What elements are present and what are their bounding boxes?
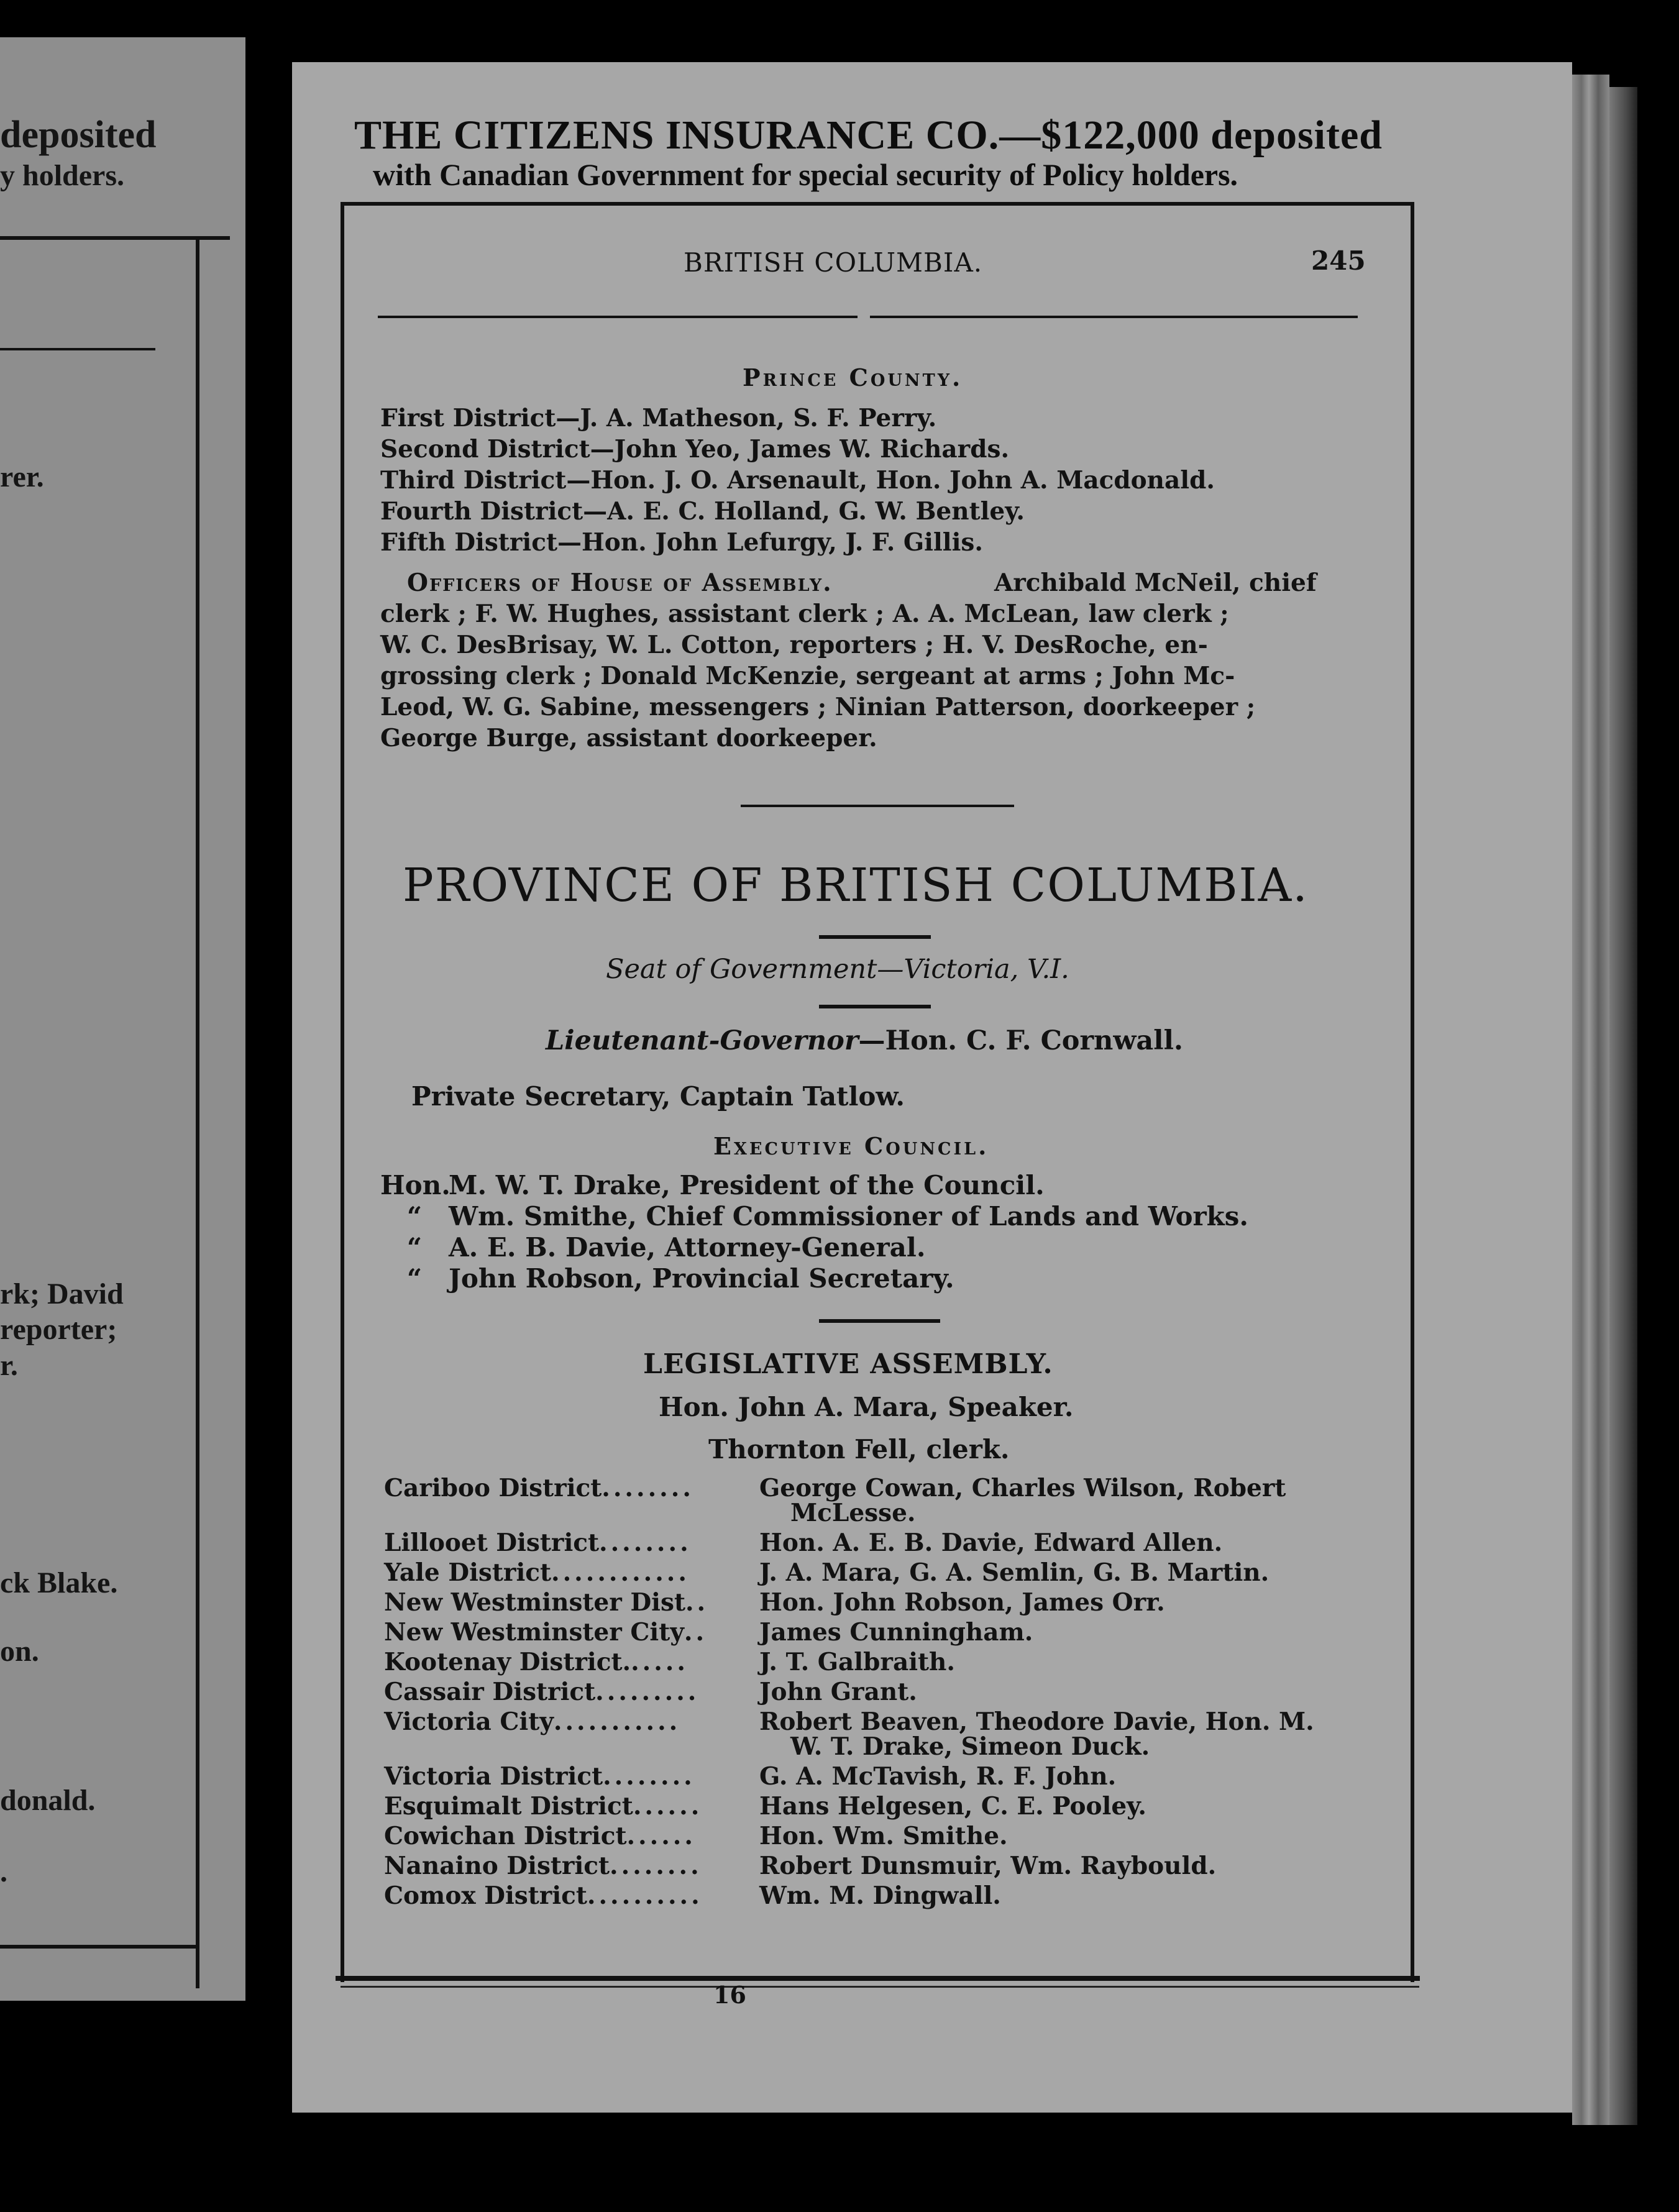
district-name: Yale District bbox=[384, 1558, 552, 1587]
district-line: Fourth District—A. E. C. Holland, G. W. Bentley. bbox=[380, 497, 1025, 526]
council-member bbox=[380, 1201, 1248, 1232]
left-rule bbox=[0, 1945, 199, 1949]
officers-line: Archibald McNeil, chief bbox=[994, 569, 1317, 597]
council-prefix: “ bbox=[406, 1263, 423, 1294]
left-fragment: rk; David bbox=[0, 1277, 124, 1310]
dot-leader: .. bbox=[684, 1618, 708, 1647]
district-members: Robert Beaven, Theodore Davie, Hon. M. bbox=[759, 1707, 1314, 1736]
table-row bbox=[384, 1881, 1367, 1910]
table-row bbox=[384, 1558, 1367, 1587]
district-members: Hon. John Robson, James Orr. bbox=[759, 1588, 1165, 1617]
left-fragment: on. bbox=[0, 1635, 39, 1668]
district-members: Hon. Wm. Smithe. bbox=[759, 1822, 1008, 1850]
officers-line: grossing clerk ; Donald McKenzie, sergeant at arms ; John Mc- bbox=[380, 662, 1235, 690]
running-title: BRITISH COLUMBIA. bbox=[684, 247, 983, 278]
left-fragment: reporter; bbox=[0, 1313, 117, 1346]
province-title: PROVINCE OF BRITISH COLUMBIA. bbox=[403, 859, 1309, 912]
dot-leader: .......... bbox=[587, 1881, 703, 1910]
dot-leader: ......... bbox=[595, 1678, 700, 1706]
district-name: Nanaino District bbox=[384, 1852, 610, 1880]
previous-page-fragment bbox=[0, 37, 245, 2001]
lieutenant-governor-name: —Hon. C. F. Cornwall. bbox=[858, 1025, 1183, 1056]
table-row bbox=[384, 1529, 1367, 1557]
council-member-text: M. W. T. Drake, President of the Council. bbox=[449, 1170, 1045, 1200]
signature-mark: 16 bbox=[713, 1981, 746, 2009]
council-member bbox=[380, 1263, 954, 1294]
left-frame-line bbox=[196, 236, 199, 1988]
table-row bbox=[384, 1618, 1367, 1647]
council-member-text: Wm. Smithe, Chief Commissioner of Lands and Works. bbox=[449, 1201, 1248, 1232]
district-members: J. A. Mara, G. A. Semlin, G. B. Martin. bbox=[759, 1558, 1270, 1587]
officers-line: George Burge, assistant doorkeeper. bbox=[380, 724, 877, 752]
section-divider bbox=[819, 1319, 940, 1323]
district-name: Lillooet District bbox=[384, 1529, 600, 1557]
left-rule bbox=[0, 348, 155, 350]
district-name: Comox District bbox=[384, 1881, 587, 1910]
table-row bbox=[384, 1822, 1367, 1850]
district-name: Victoria District bbox=[384, 1762, 603, 1791]
council-member bbox=[380, 1232, 925, 1263]
table-row bbox=[384, 1588, 1367, 1617]
district-name: Cariboo District bbox=[384, 1474, 602, 1502]
speaker-line: Hon. John A. Mara, Speaker. bbox=[659, 1392, 1074, 1422]
district-members: Robert Dunsmuir, Wm. Raybould. bbox=[759, 1852, 1217, 1880]
council-member-text: A. E. B. Davie, Attorney-General. bbox=[449, 1232, 926, 1263]
page-edge bbox=[1572, 75, 1609, 2125]
advertisement-banner: THE CITIZENS INSURANCE CO.—$122,000 deposited bbox=[354, 112, 1383, 158]
officers-line: Leod, W. G. Sabine, messengers ; Ninian Patterson, doorkeeper ; bbox=[380, 693, 1256, 721]
dot-leader: ...... bbox=[626, 1822, 696, 1850]
section-heading: Prince County. bbox=[743, 363, 963, 391]
section-divider bbox=[819, 935, 931, 939]
district-members: George Cowan, Charles Wilson, Robert bbox=[759, 1474, 1286, 1502]
district-name: Victoria City bbox=[384, 1707, 554, 1736]
district-members: James Cunningham. bbox=[759, 1618, 1033, 1647]
officers-heading: Officers of House of Assembly. bbox=[407, 569, 833, 597]
legislative-assembly-heading: LEGISLATIVE ASSEMBLY. bbox=[643, 1348, 1053, 1380]
district-name: New Westminster Dist bbox=[384, 1588, 685, 1617]
district-members: J. T. Galbraith. bbox=[759, 1648, 955, 1676]
district-line: Third District—Hon. J. O. Arsenault, Hon. John A. Macdonald. bbox=[380, 466, 1215, 495]
district-line: Second District—John Yeo, James W. Richards. bbox=[380, 435, 1010, 464]
table-row bbox=[384, 1852, 1367, 1880]
dot-leader: ...... bbox=[633, 1792, 703, 1821]
council-prefix: “ bbox=[406, 1232, 423, 1263]
table-row bbox=[384, 1678, 1367, 1706]
lieutenant-governor-label: Lieutenant-Governor bbox=[546, 1025, 859, 1056]
left-fragment: . bbox=[0, 1855, 7, 1888]
left-fragment: deposited bbox=[0, 114, 157, 156]
council-member-text: John Robson, Provincial Secretary. bbox=[449, 1263, 954, 1294]
council-member bbox=[380, 1170, 1045, 1200]
officers-line: W. C. DesBrisay, W. L. Cotton, reporters ; H. V. DesRoche, en- bbox=[380, 631, 1208, 659]
left-fragment: rer. bbox=[0, 460, 44, 493]
left-fragment: ck Blake. bbox=[0, 1566, 118, 1599]
dot-leader: .. bbox=[685, 1588, 709, 1617]
left-fragment: y holders. bbox=[0, 159, 125, 192]
district-name: New Westminster City bbox=[384, 1618, 684, 1647]
district-members: Wm. M. Dingwall. bbox=[759, 1881, 1001, 1910]
district-name: Kootenay District. bbox=[384, 1648, 631, 1676]
table-row bbox=[384, 1762, 1367, 1791]
district-members-continued: W. T. Drake, Simeon Duck. bbox=[790, 1732, 1150, 1761]
council-prefix: “ bbox=[406, 1201, 423, 1232]
council-prefix: Hon. bbox=[380, 1170, 451, 1200]
district-members: G. A. McTavish, R. F. John. bbox=[759, 1762, 1117, 1791]
table-row bbox=[384, 1648, 1367, 1676]
page-frame-bottom bbox=[341, 1986, 1419, 1988]
district-name: Cowichan District bbox=[384, 1822, 627, 1850]
section-divider bbox=[741, 805, 1014, 807]
left-fragment: r. bbox=[0, 1349, 18, 1382]
section-divider bbox=[819, 1005, 931, 1008]
executive-council-heading: Executive Council. bbox=[713, 1132, 989, 1160]
district-members: Hans Helgesen, C. E. Pooley. bbox=[759, 1792, 1146, 1821]
dot-leader: ........... bbox=[553, 1707, 681, 1736]
left-fragment: donald. bbox=[0, 1784, 96, 1817]
district-line: Fifth District—Hon. John Lefurgy, J. F. Gillis. bbox=[380, 528, 983, 557]
dot-leader: ..... bbox=[631, 1648, 689, 1676]
header-rule bbox=[870, 316, 1358, 318]
dot-leader: ........ bbox=[602, 1474, 694, 1502]
advertisement-banner-subline: with Canadian Government for special security of Policy holders. bbox=[373, 157, 1238, 192]
seat-of-government: Seat of Government—Victoria, V.I. bbox=[606, 954, 1069, 985]
page-edge bbox=[1609, 87, 1637, 2125]
district-members: John Grant. bbox=[759, 1678, 917, 1706]
officers-line: clerk ; F. W. Hughes, assistant clerk ; A. A. McLean, law clerk ; bbox=[380, 600, 1229, 628]
district-members: Hon. A. E. B. Davie, Edward Allen. bbox=[759, 1529, 1223, 1557]
dot-leader: ........ bbox=[610, 1852, 702, 1880]
table-row bbox=[384, 1792, 1367, 1821]
dot-leader: ........ bbox=[603, 1762, 695, 1791]
page-number: 245 bbox=[1311, 245, 1366, 276]
district-name: Cassair District bbox=[384, 1678, 596, 1706]
page-frame-bottom bbox=[336, 1976, 1420, 1981]
clerk-line: Thornton Fell, clerk. bbox=[708, 1434, 1010, 1465]
private-secretary: Private Secretary, Captain Tatlow. bbox=[411, 1081, 905, 1112]
dot-leader: ........ bbox=[599, 1529, 692, 1557]
district-name: Esquimalt District bbox=[384, 1792, 633, 1821]
district-members-continued: McLesse. bbox=[790, 1499, 916, 1527]
dot-leader: ............ bbox=[551, 1558, 690, 1587]
header-rule bbox=[378, 316, 858, 318]
district-line: First District—J. A. Matheson, S. F. Perry. bbox=[380, 404, 937, 432]
